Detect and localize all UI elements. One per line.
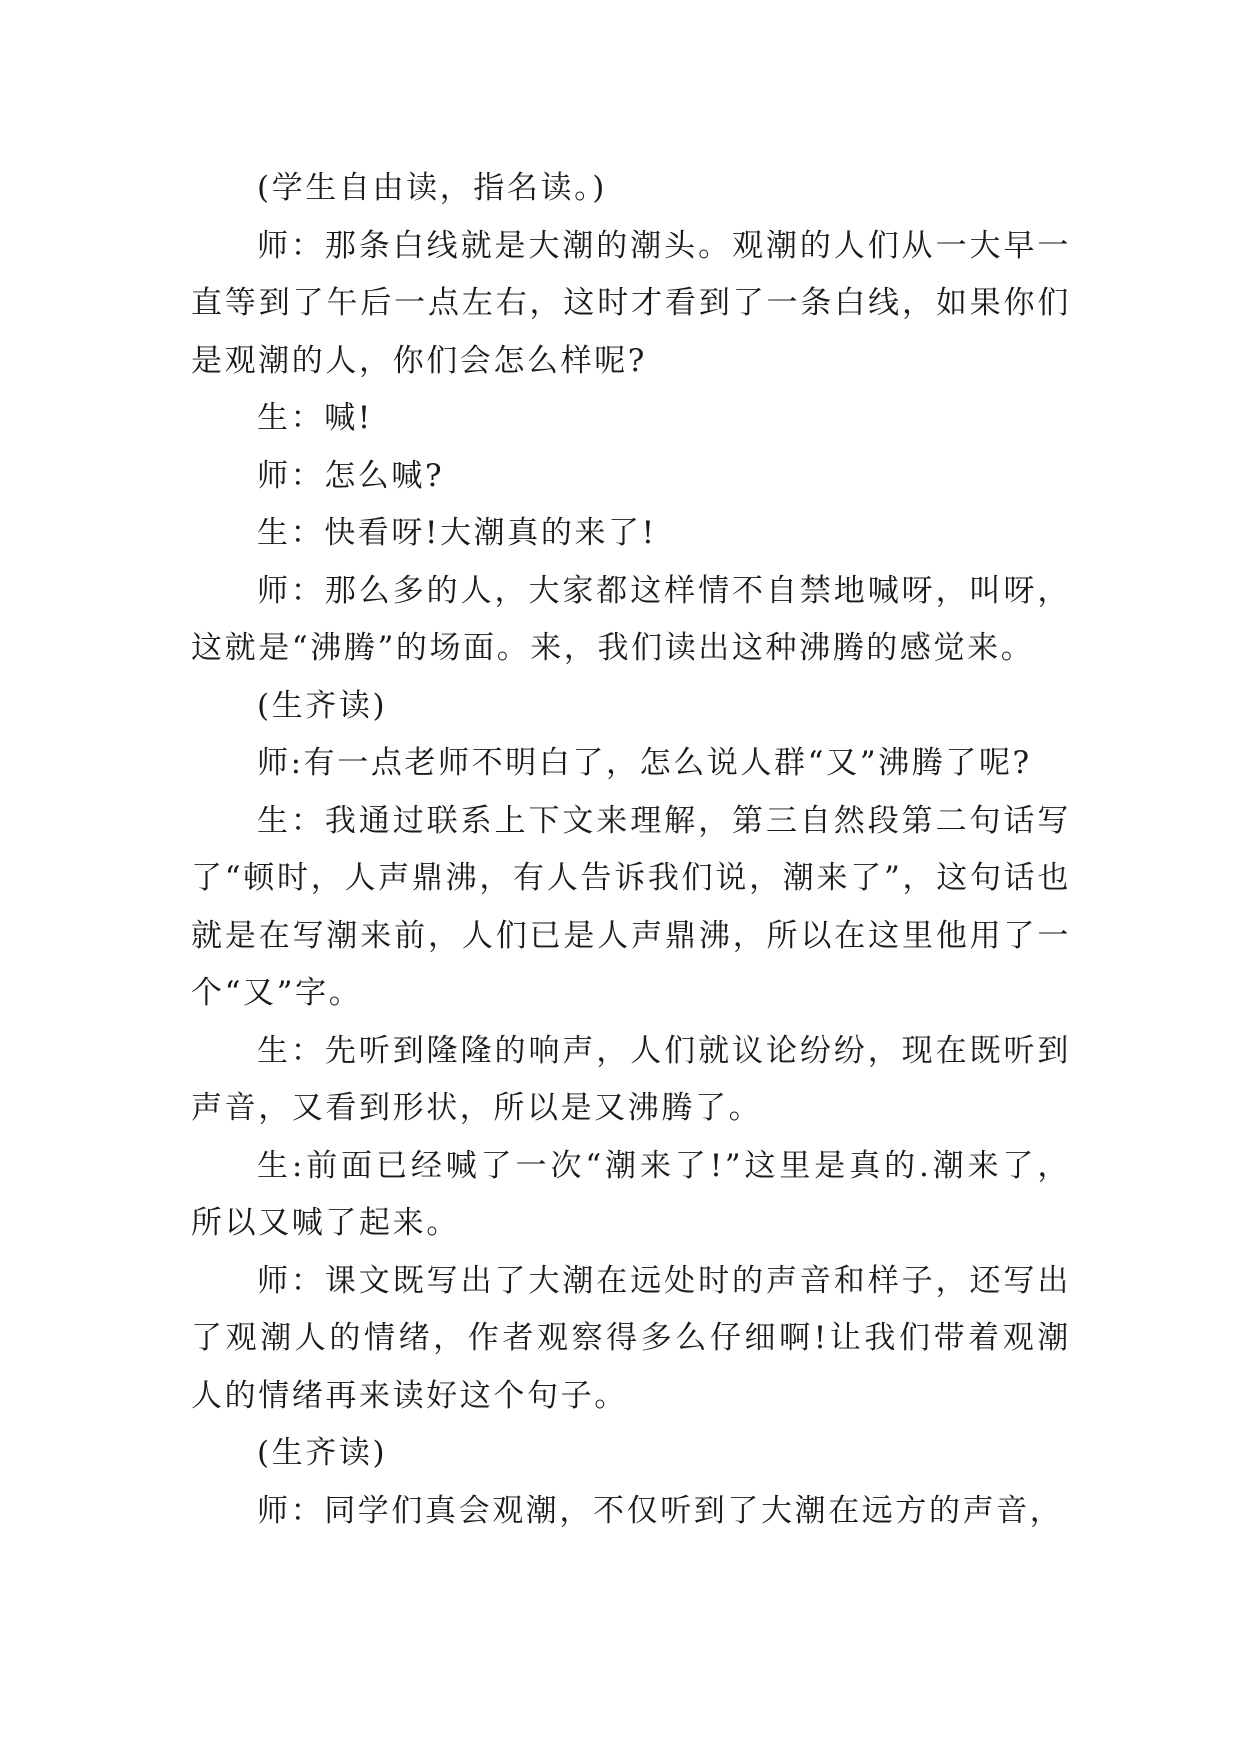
paragraph: 生：我通过联系上下文来理解，第三自然段第二句话写了“顿时，人声鼎沸，有人告诉我们说，潮来了”，这句话也就是在写潮来前，人们已是人声鼎沸，所以在这里他用了一个“又”字。 <box>191 802 1071 1011</box>
paragraph: 师:有一点老师不明白了，怎么说人群“又”沸腾了呢? <box>257 745 1032 781</box>
paragraph: (生齐读) <box>257 1435 388 1471</box>
paragraph: 师：同学们真会观潮，不仅听到了大潮在远方的声音， <box>257 1492 1064 1529</box>
paragraph: (学生自由读，指名读。) <box>257 170 607 206</box>
paragraph: 师：课文既写出了大潮在远处时的声音和样子，还写出了观潮人的情绪，作者观察得多么仔细啊!让我们带着观潮人的情绪再来读好这个句子。 <box>191 1262 1071 1414</box>
paragraph: 生：快看呀!大潮真的来了! <box>257 515 657 551</box>
paragraph: (生齐读) <box>257 687 388 724</box>
paragraph: 生：先听到隆隆的响声，人们就议论纷纷，现在既听到声音，又看到形状，所以是又沸腾了。 <box>191 1032 1071 1126</box>
paragraph: 生:前面已经喊了一次“潮来了!”这里是真的.潮来了，所以又喊了起来。 <box>191 1147 1071 1241</box>
paragraph: 生：喊! <box>257 400 373 436</box>
paragraph: 师：那么多的人，大家都这样情不自禁地喊呀，叫呀，这就是“沸腾”的场面。来，我们读出这种沸腾的感觉来。 <box>191 572 1071 666</box>
paragraph: 师：怎么喊? <box>257 457 445 494</box>
lesson-transcript <box>191 160 1071 1540</box>
paragraph: 师：那条白线就是大潮的潮头。观潮的人们从一大早一直等到了午后一点左右，这时才看到了一条白线，如果你们是观潮的人，你们会怎么样呢? <box>191 227 1071 379</box>
